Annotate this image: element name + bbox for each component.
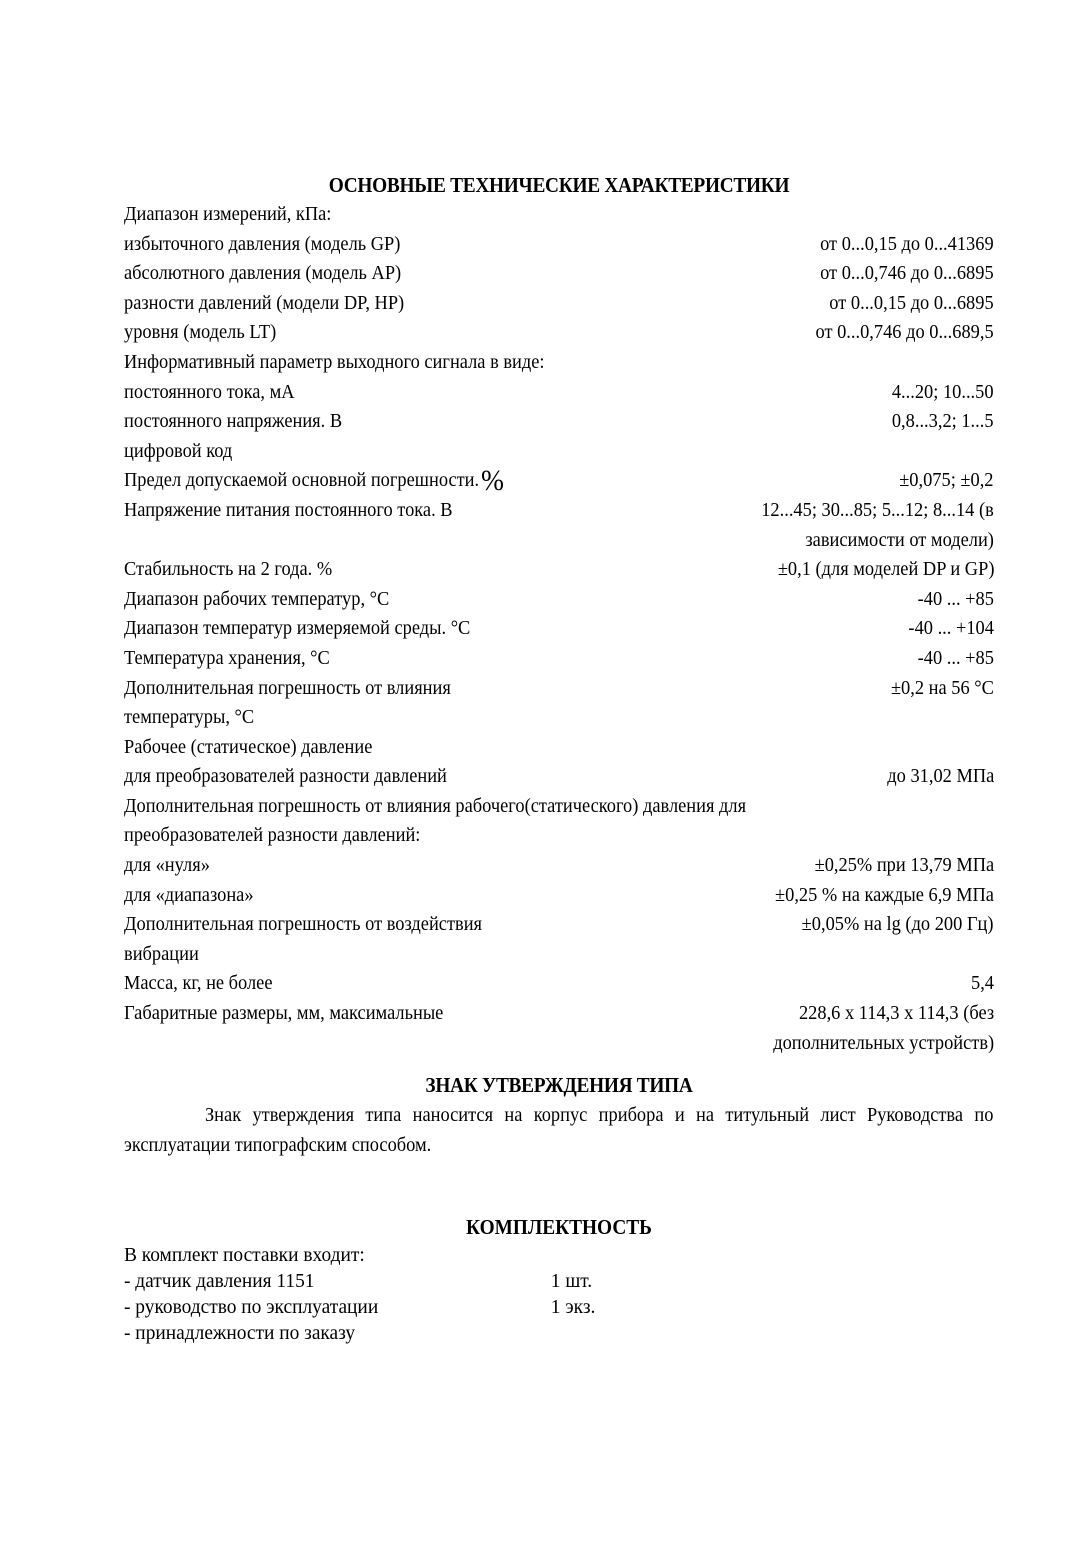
spec-value: ±0,075; ±0,2 <box>899 469 994 492</box>
spec-row <box>124 969 994 999</box>
spec-row <box>124 318 994 348</box>
spec-value: -40 ... +85 <box>917 587 994 610</box>
spec-label: для «нуля» <box>124 854 210 877</box>
spec-value: ±0,05% на lg (до 200 Гц) <box>802 913 994 936</box>
section-spacer <box>124 1160 994 1212</box>
spec-row <box>124 200 994 230</box>
spec-row <box>124 733 994 763</box>
kit-section <box>124 1242 968 1346</box>
spec-row <box>124 821 994 851</box>
document-page <box>124 170 994 1346</box>
kit-heading: КОМПЛЕКТНОСТЬ <box>466 1215 652 1240</box>
kit-item-qty: 1 экз. <box>550 1296 596 1319</box>
kit-item <box>124 1268 968 1294</box>
spec-label: постоянного напряжения. В <box>124 410 343 433</box>
kit-item-name: - датчик давления 1151 <box>124 1270 315 1293</box>
spec-label: Предел допускаемой основной погрешности. <box>124 469 480 492</box>
spec-label: Температура хранения, °С <box>124 646 330 669</box>
spec-label: Диапазон измерений, кПа: <box>124 203 332 225</box>
section-spacer <box>124 1058 994 1070</box>
spec-label: Дополнительная погрешность от воздействия <box>124 913 483 936</box>
spec-row <box>124 910 994 940</box>
spec-value: ±0,2 на 56 °С <box>891 676 994 699</box>
spec-label: избыточного давления (модель GP) <box>124 232 401 255</box>
spec-label: преобразователей разности давлений: <box>124 824 421 847</box>
spec-value: от 0...0,15 до 0...41369 <box>820 232 994 255</box>
spec-row <box>124 881 994 911</box>
spec-value: 228,6 x 114,3 x 114,3 (без <box>798 1002 994 1025</box>
spec-label: для «диапазона» <box>124 883 254 906</box>
spec-value: от 0...0,15 до 0...6895 <box>829 291 994 314</box>
spec-value: от 0...0,746 до 0...6895 <box>820 262 994 285</box>
spec-value: 5,4 <box>971 972 994 995</box>
spec-value: зависимости от модели) <box>805 528 994 551</box>
spec-value: ±0,1 (для моделей DP и GP) <box>777 558 994 581</box>
spec-label: Дополнительная погрешность от влияния рабочего(статического) давления для <box>124 794 747 817</box>
spec-label: Габаритные размеры, мм, максимальные <box>124 1002 444 1025</box>
spec-value: 0,8...3,2; 1...5 <box>892 410 994 433</box>
spec-value: от 0...0,746 до 0...689,5 <box>815 321 994 344</box>
approval-paragraph <box>124 1100 993 1160</box>
spec-label: постоянного тока, мА <box>124 380 295 403</box>
spec-row <box>124 496 994 526</box>
spec-value: 4...20; 10...50 <box>892 380 994 403</box>
spec-label-wrap <box>124 466 504 496</box>
spec-label: для преобразователей разности давлений <box>124 765 447 788</box>
spec-row <box>124 259 994 289</box>
spec-row <box>124 999 994 1029</box>
spec-row <box>124 940 994 970</box>
approval-heading: ЗНАК УТВЕРЖДЕНИЯ ТИПА <box>425 1073 693 1098</box>
spec-row <box>124 407 994 437</box>
specs-heading: ОСНОВНЫЕ ТЕХНИЧЕСКИЕ ХАРАКТЕРИСТИКИ <box>328 173 790 197</box>
spec-label: Дополнительная погрешность от влияния <box>124 676 451 699</box>
spec-label: уровня (модель LT) <box>124 321 277 344</box>
spec-label: Напряжение питания постоянного тока. В <box>124 498 453 521</box>
spec-row <box>124 526 994 556</box>
spec-label: температуры, °С <box>124 706 255 729</box>
spec-value: ±0,25 % на каждые 6,9 МПа <box>775 883 994 906</box>
spec-label: Информативный параметр выходного сигнала в виде: <box>124 350 545 373</box>
specs-table <box>124 200 994 1058</box>
spec-label: вибрации <box>124 942 199 965</box>
spec-row <box>124 762 994 792</box>
kit-item <box>124 1320 968 1346</box>
spec-label: цифровой код <box>124 439 233 462</box>
spec-row <box>124 585 994 615</box>
kit-item-name: - принадлежности по заказу <box>124 1322 356 1345</box>
spec-row <box>124 230 994 260</box>
spec-row <box>124 437 994 467</box>
spec-row <box>124 348 994 378</box>
spec-value: -40 ... +85 <box>917 646 994 669</box>
spec-label: Рабочее (статическое) давление <box>124 735 373 758</box>
spec-value: ±0,25% при 13,79 МПа <box>814 854 994 877</box>
spec-row <box>124 851 994 881</box>
kit-intro: В комплект поставки входит: <box>124 1244 365 1267</box>
spec-row <box>124 1029 994 1059</box>
spec-label: Масса, кг, не более <box>124 972 273 995</box>
spec-row <box>124 674 994 704</box>
kit-intro-row <box>124 1242 968 1268</box>
spec-value: до 31,02 МПа <box>887 765 994 788</box>
spec-row <box>124 289 994 319</box>
spec-row <box>124 614 994 644</box>
spec-row <box>124 378 994 408</box>
spec-label: Стабильность на 2 года. % <box>124 558 333 581</box>
kit-item-qty: 1 шт. <box>550 1270 593 1293</box>
spec-value: -40 ... +104 <box>908 617 994 640</box>
spec-label: разности давлений (модели DP, HP) <box>124 291 405 314</box>
approval-text: Знак утверждения типа наносится на корпус прибора и на титульный лист Руководства по эксплуатации типографским способом. <box>124 1104 994 1157</box>
spec-label: абсолютного давления (модель AP) <box>124 262 402 285</box>
spec-row <box>124 555 994 585</box>
spec-value: 12...45; 30...85; 5...12; 8...14 (в <box>761 498 994 521</box>
spec-value: дополнительных устройств) <box>773 1031 994 1054</box>
spec-label: Диапазон рабочих температур, °С <box>124 587 390 610</box>
spec-row <box>124 792 994 822</box>
spec-label: Диапазон температур измеряемой среды. °С <box>124 617 471 640</box>
spec-row <box>124 466 994 496</box>
kit-item <box>124 1294 968 1320</box>
percent-sign: % <box>480 464 504 498</box>
spec-row <box>124 703 994 733</box>
spec-row <box>124 644 994 674</box>
kit-item-name: - руководство по эксплуатации <box>124 1296 379 1319</box>
